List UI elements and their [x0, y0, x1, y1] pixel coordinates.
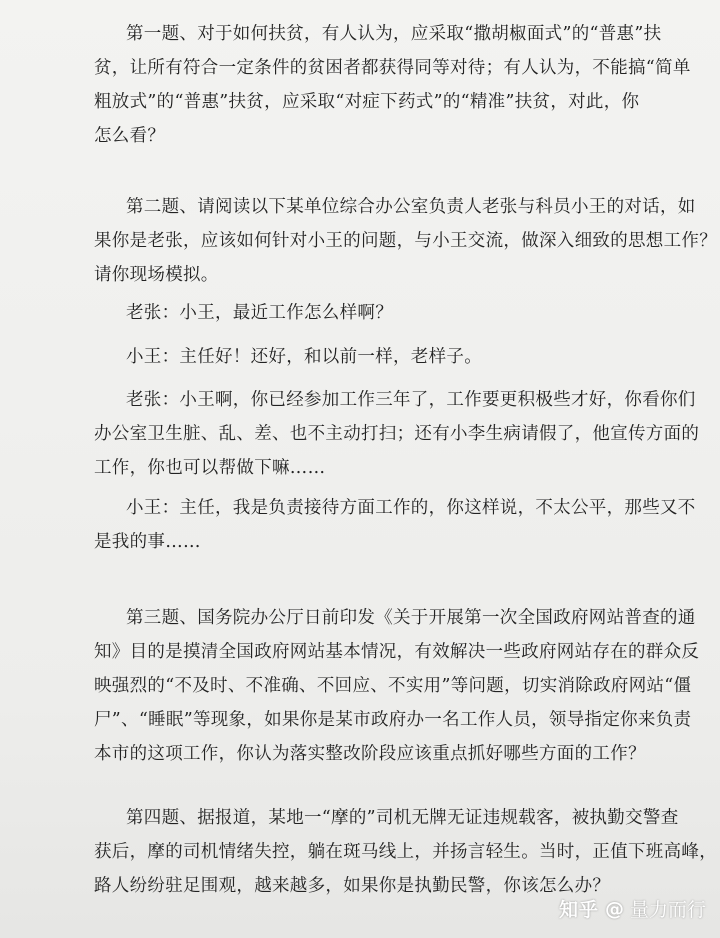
- zhihu-watermark: [559, 895, 706, 922]
- dialogue-laozhang-1: [126, 296, 686, 330]
- dialogue-line: 老张：小王啊，你已经参加工作三年了，工作要更积极些才好，你看你们: [126, 390, 696, 410]
- question-1-line: 怎么看？: [94, 126, 166, 146]
- question-3-line: 知》目的是摸清全国政府网站基本情况，有效解决一些政府网站存在的群众反: [94, 642, 700, 662]
- question-4-line: 第四题、据报道，某地一“摩的”司机无牌无证违规载客，被执勤交警查: [126, 808, 679, 828]
- question-3-line: 映强烈的“不及时、不准确、不回应、不实用”等问题，切实消除政府网站“僵: [94, 676, 692, 696]
- dialogue-line: 工作，你也可以帮做下嘛……: [94, 458, 326, 478]
- question-4-line: 路人纷纷驻足围观，越来越多，如果你是执勤民警，你该怎么办？: [94, 876, 611, 896]
- dialogue-xiaowang-2: [94, 491, 696, 559]
- question-2-line: 第二题、请阅读以下某单位综合办公室负责人老张与科员小王的对话，如: [126, 197, 696, 217]
- question-2-line: 请你现场模拟。: [94, 265, 219, 285]
- question-3-line: 尸”、“睡眠”等现象，如果你是某市政府办一名工作人员，领导指定你来负责: [94, 710, 692, 730]
- dialogue-xiaowang-1: [126, 340, 686, 374]
- dialogue-laozhang-2: [94, 383, 700, 485]
- watermark-at: @: [604, 897, 624, 920]
- dialogue-line: 是我的事……: [94, 532, 201, 552]
- question-1-line: 贫，让所有符合一定条件的贫困者都获得同等对待；有人认为，不能搞“简单: [94, 58, 691, 78]
- question-3-line: 第三题、国务院办公厅日前印发《关于开展第一次全国政府网站普查的通: [126, 608, 696, 628]
- dialogue-line: 小王：主任，我是负责接待方面工作的，你这样说，不太公平，那些又不: [126, 498, 696, 518]
- dialogue-line: 小王：主任好！还好，和以前一样，老样子。: [126, 347, 482, 367]
- question-3: [94, 601, 700, 771]
- watermark-brand: 知乎: [558, 899, 599, 921]
- question-2: [94, 190, 717, 292]
- question-1: [94, 17, 691, 153]
- question-1-line: 粗放式”的“普惠”扶贫，应采取“对症下药式”的“精准”扶贫，对此，你: [94, 92, 640, 112]
- dialogue-line: 老张：小王，最近工作怎么样啊？: [126, 303, 393, 323]
- watermark-author: 量力而行: [629, 899, 706, 921]
- question-1-line: 第一题、对于如何扶贫，有人认为，应采取“撒胡椒面式”的“普惠”扶: [126, 24, 662, 44]
- question-4-line: 获后，摩的司机情绪失控，躺在斑马线上，并扬言轻生。当时，正值下班高峰，: [94, 842, 717, 862]
- question-3-line: 本市的这项工作，你认为落实整改阶段应该重点抓好哪些方面的工作？: [94, 744, 646, 764]
- question-2-line: 果你是老张，应该如何针对小王的问题，与小王交流，做深入细致的思想工作？: [94, 231, 717, 251]
- dialogue-line: 办公室卫生脏、乱、差、也不主动打扫；还有小李生病请假了，他宣传方面的: [94, 424, 700, 444]
- question-4: [94, 801, 717, 903]
